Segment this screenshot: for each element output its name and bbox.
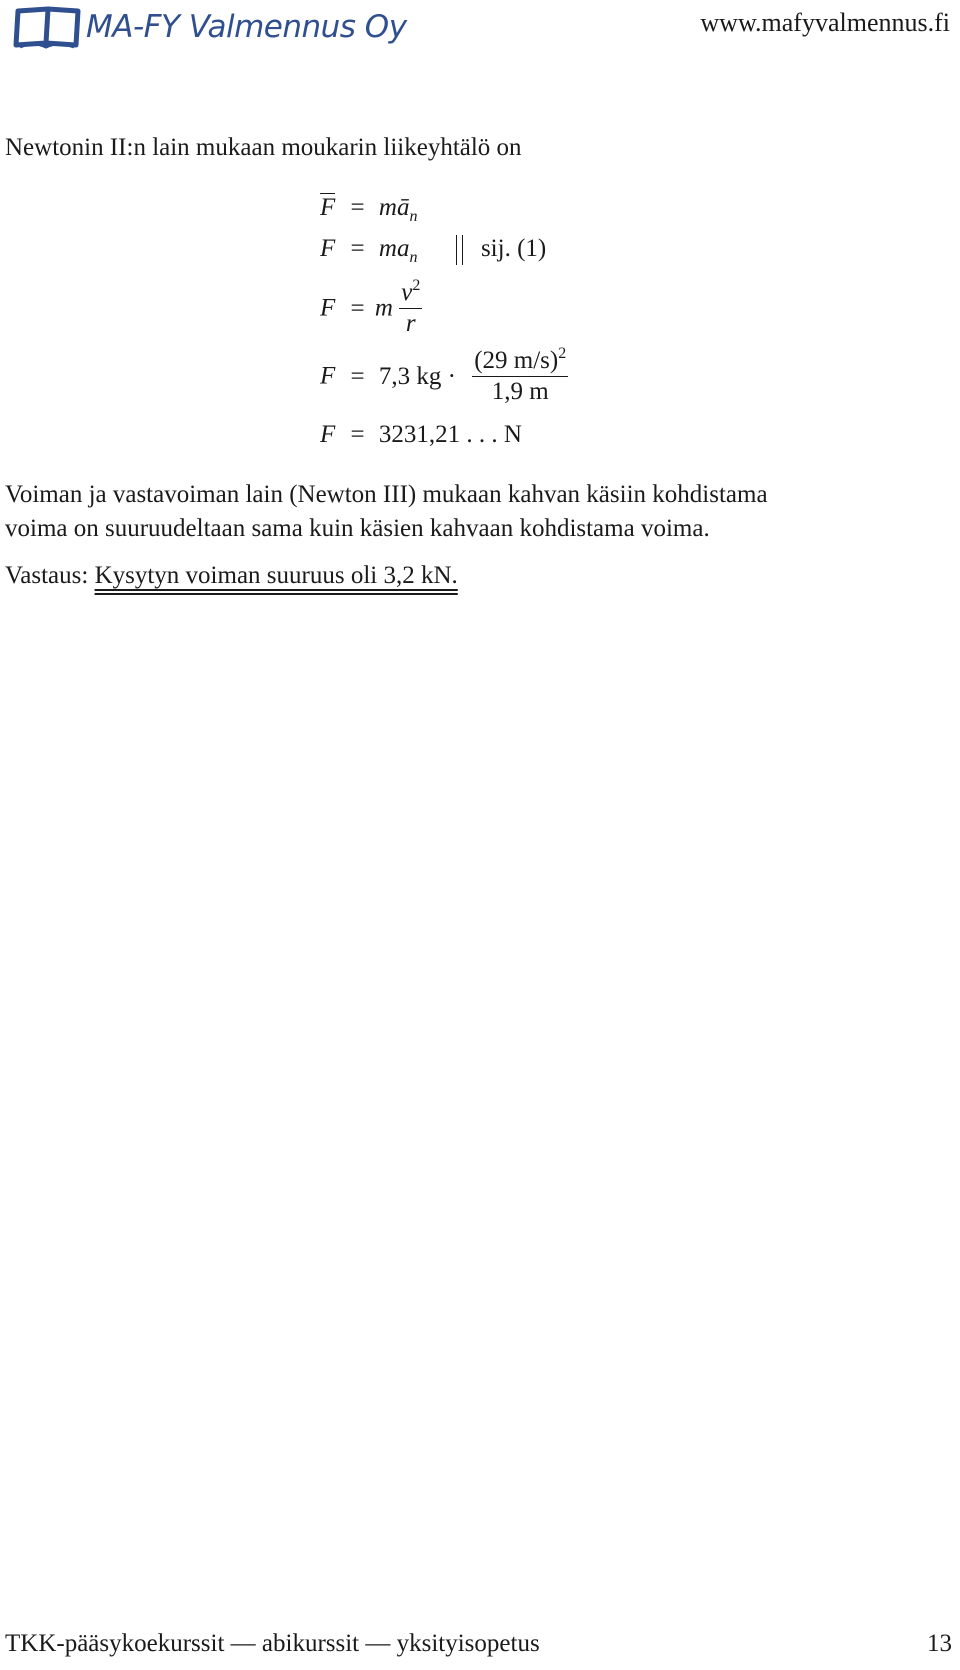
- eq1-lhs: F: [320, 194, 336, 221]
- eq4-num: (29 m/s): [474, 347, 559, 374]
- eq2-sub: n: [409, 249, 418, 266]
- answer-text: Kysytyn voiman suuruus oli 3,2 kN.: [94, 562, 458, 589]
- logo-text: MA-FY Valmennus Oy: [86, 9, 407, 45]
- eq2-rel: =: [350, 235, 365, 262]
- paragraph-line-2: voima on suuruudeltaan sama kuin käsien kahvaan kohdistama voima.: [5, 515, 710, 542]
- eq4-fraction: [472, 346, 568, 407]
- answer-label: Vastaus:: [5, 562, 89, 589]
- page-footer: [5, 1630, 952, 1658]
- eq4-rhs: 7,3 kg ·: [378, 362, 456, 390]
- equation-row-1: [320, 193, 417, 223]
- eq5-rhs: 3231,21 . . . N: [378, 421, 522, 448]
- page-number: 13: [927, 1630, 952, 1657]
- eq3-num-sup: 2: [412, 277, 421, 294]
- eq3-fraction: [399, 278, 422, 339]
- eq1-sub: n: [409, 208, 418, 225]
- eq1-rel: =: [350, 194, 365, 221]
- equation-row-2: [320, 234, 546, 265]
- intro-text: Newtonin II:n lain mukaan moukarin liikeyhtälö on: [5, 134, 522, 161]
- eq2-rhs: ma: [378, 235, 410, 262]
- company-logo: [12, 4, 407, 50]
- eq2-note: sij. (1): [480, 235, 547, 262]
- eq3-rel: =: [350, 294, 365, 322]
- eq3-den: r: [405, 310, 416, 337]
- footer-text: TKK-pääsykoekurssit — abikurssit — yksityisopetus: [5, 1630, 540, 1657]
- paragraph-line-1: Voiman ja vastavoiman lain (Newton III) mukaan kahvan käsiin kohdistama: [5, 481, 768, 508]
- eq3-rhs: m: [374, 294, 393, 322]
- eq4-den: 1,9 m: [491, 378, 549, 405]
- eq2-lhs: F: [320, 235, 336, 262]
- eq5-rel: =: [350, 421, 365, 448]
- site-url: www.mafyvalmennus.fi: [700, 8, 950, 37]
- equation-row-4: [320, 346, 568, 407]
- eq4-lhs: F: [320, 362, 336, 390]
- eq5-lhs: F: [320, 421, 336, 448]
- eq3-lhs: F: [320, 294, 336, 322]
- eq4-rel: =: [350, 362, 365, 390]
- eq4-num-sup: 2: [558, 345, 567, 362]
- open-book-icon: [12, 5, 82, 49]
- answer-line: [5, 559, 458, 593]
- eq1-rhs: mā: [378, 194, 410, 221]
- eq3-num: v: [401, 279, 413, 306]
- substitution-bar: [456, 235, 463, 265]
- equation-row-3: [320, 278, 422, 339]
- equation-row-5: [320, 420, 522, 450]
